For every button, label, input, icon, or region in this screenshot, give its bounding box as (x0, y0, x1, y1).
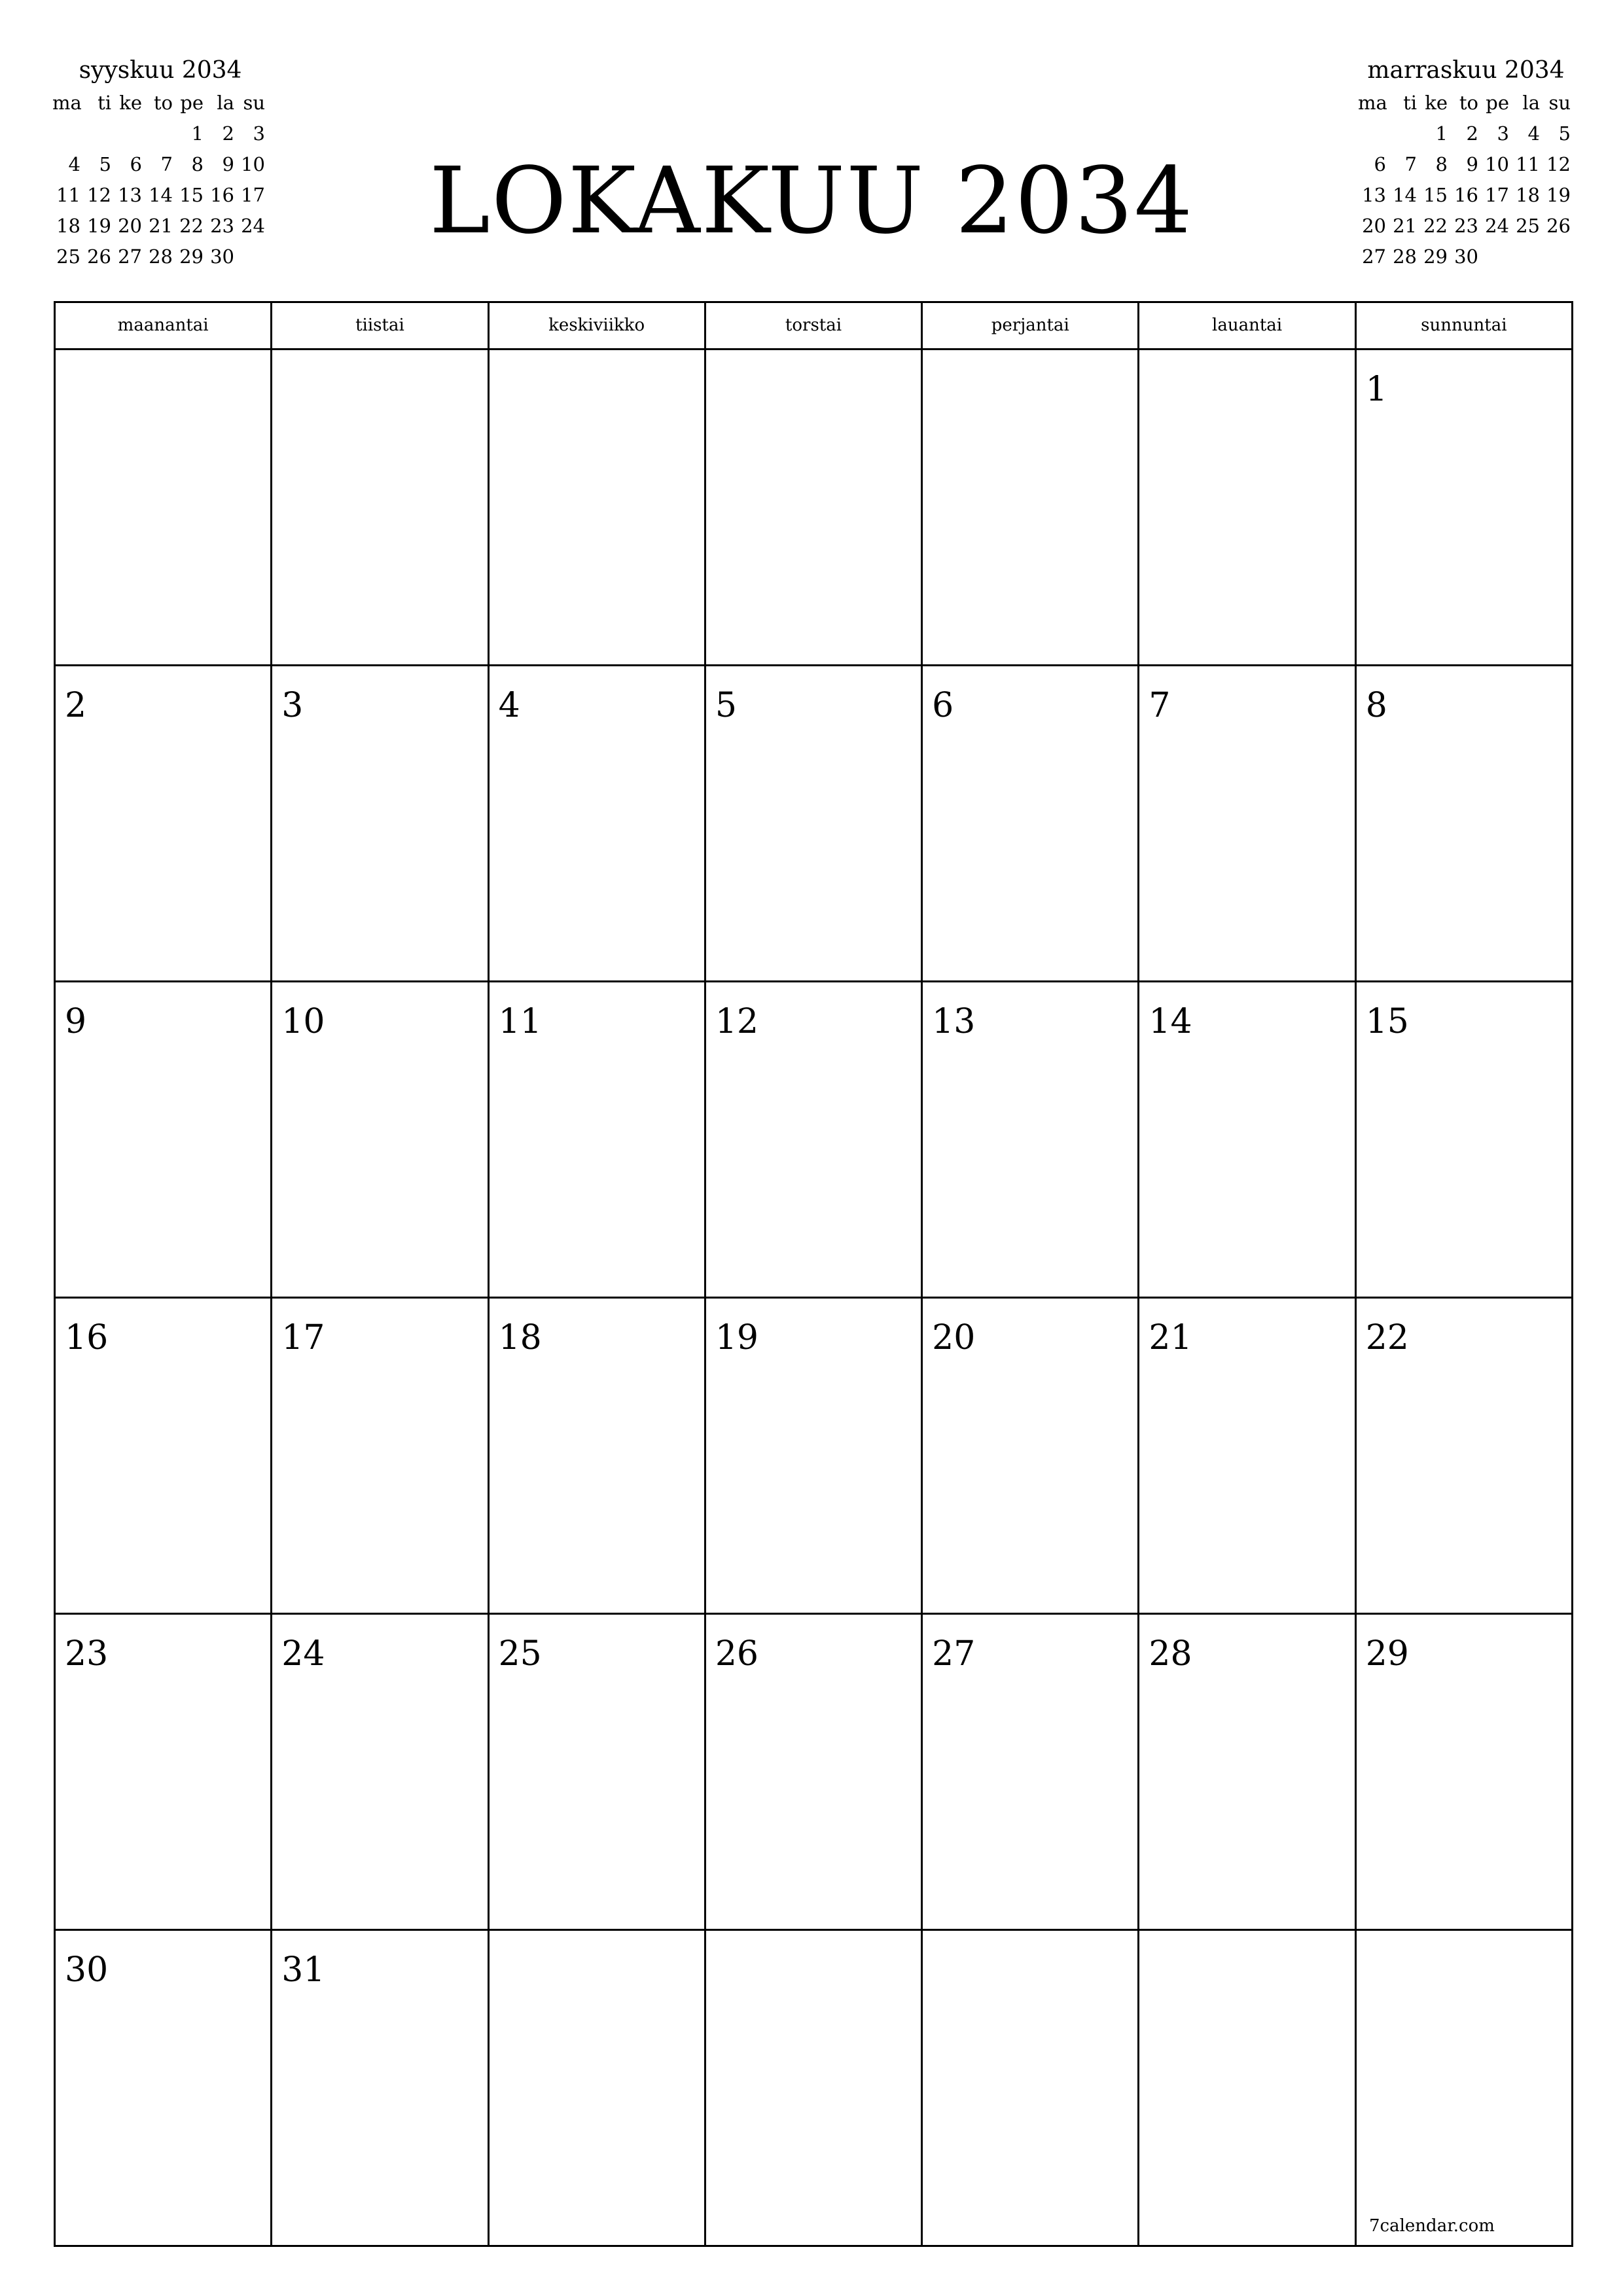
mini-day-number: 22 (179, 215, 204, 237)
day-cell[interactable] (272, 982, 489, 1299)
day-number: 28 (1149, 1634, 1192, 1674)
mini-day-number: 26 (87, 245, 111, 268)
day-cell[interactable] (1357, 1931, 1573, 2247)
day-cell[interactable] (56, 1299, 272, 1615)
mini-day-number (1543, 242, 1573, 272)
mini-weekday-label: ke (119, 92, 142, 114)
mini-day-number: 29 (1423, 245, 1448, 268)
mini-day-number: 19 (1546, 184, 1571, 206)
day-cell[interactable] (706, 666, 923, 982)
prev-month-grid (52, 88, 268, 272)
day-number: 29 (1365, 1634, 1409, 1674)
mini-day-number: 20 (118, 215, 142, 237)
mini-day-number: 19 (87, 215, 111, 237)
day-number: 3 (281, 686, 304, 725)
mini-weekday-label: pe (1486, 92, 1509, 114)
day-cell[interactable] (706, 1615, 923, 1931)
mini-day-number: 30 (210, 245, 234, 268)
mini-day-number (1512, 242, 1543, 272)
mini-day-number: 15 (179, 184, 204, 206)
mini-day-number: 6 (130, 153, 142, 175)
mini-day-number: 5 (99, 153, 111, 175)
day-cell[interactable] (706, 350, 923, 666)
mini-day-number: 6 (1374, 153, 1386, 175)
day-cell[interactable] (490, 1615, 706, 1931)
mini-day-number: 23 (1454, 215, 1478, 237)
weekday-header: keskiviikko (490, 303, 706, 350)
mini-day-number: 24 (1485, 215, 1509, 237)
mini-weekday-label: ma (52, 92, 82, 114)
mini-day-number: 11 (56, 184, 80, 206)
day-cell[interactable] (923, 1615, 1139, 1931)
mini-weekday-label: ti (98, 92, 111, 114)
day-number: 20 (932, 1318, 976, 1357)
mini-day-number: 4 (68, 153, 80, 175)
day-cell[interactable] (1139, 1615, 1356, 1931)
weekday-header: maanantai (56, 303, 272, 350)
day-cell[interactable] (1357, 982, 1573, 1299)
day-number: 4 (498, 686, 520, 725)
day-number: 25 (498, 1634, 542, 1674)
mini-day-number: 26 (1546, 215, 1571, 237)
mini-day-number: 25 (1516, 215, 1540, 237)
day-number: 15 (1365, 1002, 1409, 1041)
mini-day-number: 21 (149, 215, 173, 237)
day-number: 18 (498, 1318, 542, 1357)
day-cell[interactable] (1139, 666, 1356, 982)
day-number: 26 (715, 1634, 759, 1674)
day-cell[interactable] (1139, 1931, 1356, 2247)
day-cell[interactable] (490, 1931, 706, 2247)
day-cell[interactable] (490, 1299, 706, 1615)
mini-day-number: 9 (222, 153, 234, 175)
day-cell[interactable] (923, 1299, 1139, 1615)
weekday-header: lauantai (1139, 303, 1356, 350)
mini-day-number: 1 (191, 122, 204, 145)
mini-day-number: 14 (149, 184, 173, 206)
day-cell[interactable] (56, 1931, 272, 2247)
page-title: LOKAKUU 2034 (429, 148, 1194, 255)
day-number: 7 (1149, 686, 1171, 725)
day-cell[interactable] (1139, 982, 1356, 1299)
mini-day-number (52, 118, 83, 149)
mini-day-number: 7 (160, 153, 173, 175)
mini-day-number: 12 (87, 184, 111, 206)
mini-day-number: 27 (1362, 245, 1386, 268)
mini-day-number: 18 (1516, 184, 1540, 206)
day-number: 13 (932, 1002, 976, 1041)
mini-day-number: 24 (241, 215, 265, 237)
mini-day-number: 20 (1362, 215, 1386, 237)
mini-day-number: 9 (1466, 153, 1478, 175)
next-month-grid (1358, 88, 1574, 272)
day-cell[interactable] (56, 1615, 272, 1931)
day-cell[interactable] (272, 1299, 489, 1615)
mini-day-number: 3 (1497, 122, 1509, 145)
mini-day-number: 22 (1423, 215, 1448, 237)
day-number: 6 (932, 686, 954, 725)
mini-day-number: 18 (56, 215, 80, 237)
mini-day-number: 28 (1393, 245, 1417, 268)
mini-day-number: 16 (210, 184, 234, 206)
day-cell[interactable] (56, 666, 272, 982)
day-cell[interactable] (1357, 666, 1573, 982)
mini-day-number: 23 (210, 215, 234, 237)
day-cell[interactable] (490, 350, 706, 666)
mini-day-number (114, 118, 145, 149)
mini-weekday-label: ti (1403, 92, 1417, 114)
mini-day-number (1481, 242, 1512, 272)
prev-month-title: syyskuu 2034 (79, 57, 242, 84)
day-cell[interactable] (490, 982, 706, 1299)
mini-day-number: 28 (149, 245, 173, 268)
mini-day-number: 2 (222, 122, 234, 145)
mini-weekday-label: to (1459, 92, 1478, 114)
mini-day-number: 10 (1485, 153, 1509, 175)
day-cell[interactable] (923, 982, 1139, 1299)
mini-day-number: 13 (1362, 184, 1386, 206)
day-number: 22 (1365, 1318, 1409, 1357)
weekday-header: tiistai (272, 303, 489, 350)
day-number: 9 (65, 1002, 87, 1041)
day-number: 19 (715, 1318, 759, 1357)
day-number: 1 (1365, 370, 1387, 409)
weekday-header: perjantai (923, 303, 1139, 350)
day-cell[interactable] (272, 1615, 489, 1931)
mini-day-number: 17 (241, 184, 265, 206)
mini-day-number: 7 (1404, 153, 1417, 175)
mini-day-number: 15 (1423, 184, 1448, 206)
mini-weekday-label: la (1522, 92, 1540, 114)
credit-text: 7calendar.com (1369, 2216, 1495, 2236)
mini-day-number (145, 118, 175, 149)
day-number: 30 (65, 1950, 109, 1990)
mini-day-number: 4 (1527, 122, 1540, 145)
day-number: 23 (65, 1634, 109, 1674)
mini-day-number: 21 (1393, 215, 1417, 237)
mini-weekday-label: to (153, 92, 173, 114)
mini-day-number: 30 (1454, 245, 1478, 268)
mini-day-number: 25 (56, 245, 80, 268)
day-cell[interactable] (706, 982, 923, 1299)
day-number: 2 (65, 686, 87, 725)
day-number: 27 (932, 1634, 976, 1674)
day-cell[interactable] (490, 666, 706, 982)
mini-day-number: 8 (1435, 153, 1448, 175)
mini-day-number: 29 (179, 245, 204, 268)
mini-day-number: 27 (118, 245, 142, 268)
day-cell[interactable] (923, 666, 1139, 982)
next-month-mini-calendar (1358, 54, 1574, 272)
day-cell[interactable] (923, 350, 1139, 666)
mini-day-number (237, 242, 268, 272)
mini-day-number (1358, 118, 1389, 149)
day-cell[interactable] (706, 1299, 923, 1615)
mini-weekday-label: su (243, 92, 265, 114)
day-cell[interactable] (923, 1931, 1139, 2247)
day-number: 10 (281, 1002, 325, 1041)
mini-day-number: 1 (1435, 122, 1448, 145)
day-number: 21 (1149, 1318, 1192, 1357)
day-number: 16 (65, 1318, 109, 1357)
day-number: 5 (715, 686, 737, 725)
mini-day-number: 17 (1485, 184, 1509, 206)
day-cell[interactable] (56, 350, 272, 666)
next-month-title: marraskuu 2034 (1367, 57, 1565, 84)
day-number: 31 (281, 1950, 325, 1990)
day-cell[interactable] (706, 1931, 923, 2247)
mini-day-number: 11 (1516, 153, 1540, 175)
day-number: 12 (715, 1002, 759, 1041)
day-number: 14 (1149, 1002, 1192, 1041)
mini-day-number (83, 118, 114, 149)
day-cell[interactable] (272, 666, 489, 982)
day-cell[interactable] (272, 1931, 489, 2247)
month-grid (54, 301, 1573, 2247)
day-number: 11 (498, 1002, 542, 1041)
mini-day-number (1389, 118, 1419, 149)
mini-day-number: 8 (191, 153, 204, 175)
day-cell[interactable] (272, 350, 489, 666)
mini-weekday-label: pe (180, 92, 204, 114)
mini-weekday-label: la (217, 92, 234, 114)
day-cell[interactable] (1139, 350, 1356, 666)
mini-day-number: 2 (1466, 122, 1478, 145)
day-cell[interactable] (1357, 1615, 1573, 1931)
mini-day-number: 14 (1393, 184, 1417, 206)
day-cell[interactable] (56, 982, 272, 1299)
mini-day-number: 5 (1558, 122, 1571, 145)
mini-weekday-label: ma (1358, 92, 1387, 114)
mini-weekday-label: ke (1425, 92, 1448, 114)
prev-month-mini-calendar (52, 54, 268, 272)
day-number: 24 (281, 1634, 325, 1674)
mini-day-number: 12 (1546, 153, 1571, 175)
mini-day-number: 16 (1454, 184, 1478, 206)
day-number: 8 (1365, 686, 1387, 725)
day-cell[interactable] (1357, 350, 1573, 666)
mini-day-number: 3 (253, 122, 265, 145)
mini-weekday-label: su (1548, 92, 1571, 114)
day-cell[interactable] (1357, 1299, 1573, 1615)
day-number: 17 (281, 1318, 325, 1357)
weekday-header: sunnuntai (1357, 303, 1573, 350)
mini-day-number: 10 (241, 153, 265, 175)
weekday-header: torstai (706, 303, 923, 350)
mini-day-number: 13 (118, 184, 142, 206)
day-cell[interactable] (1139, 1299, 1356, 1615)
